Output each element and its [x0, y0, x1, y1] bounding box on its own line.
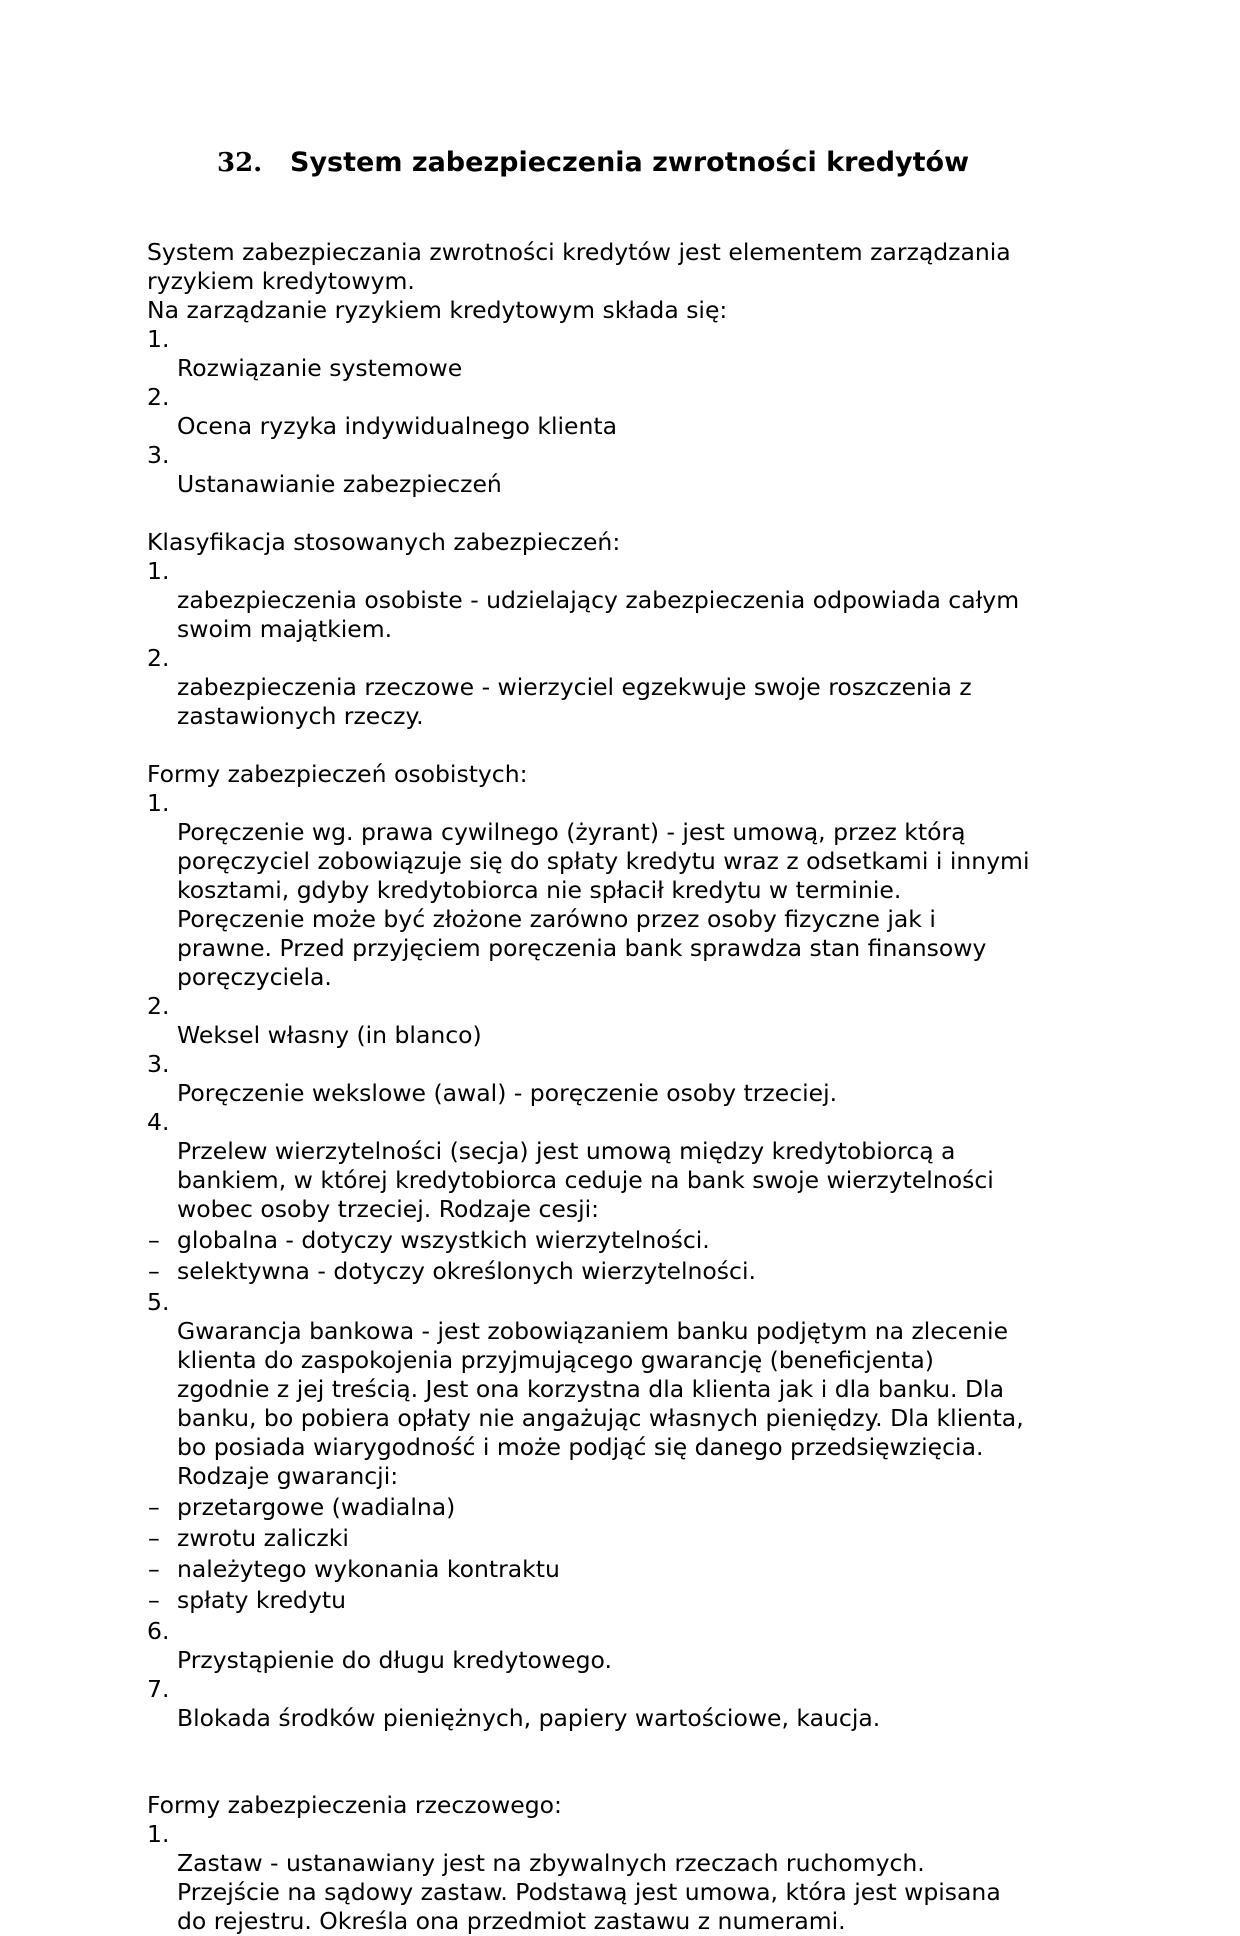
section-heading: Klasyfikacja stosowanych zabezpieczeń:	[147, 528, 621, 556]
list-item-text: Blokada środków pieniężnych, papiery wartościowe, kaucja.	[177, 1704, 881, 1732]
list-number: 6.	[147, 1617, 170, 1645]
list-number: 2.	[147, 644, 170, 672]
list-item-text: Poręczenie wg. prawa cywilnego (żyrant) - jest umową, przez którą poręczyciel zobowiązuje się do spłaty kredytu wraz z odsetkami i innymi kosztami, gdyby kredytobiorca nie spłacił kredytu w terminie. Poręczenie może być złożone zarówno przez osoby fizyczne jak i prawne. Przed przyjęciem poręczenia bank sprawdza stan finansowy poręczyciela.	[177, 818, 1030, 991]
list-number: 2.	[147, 383, 170, 411]
page-title	[217, 143, 1117, 183]
list-item	[147, 992, 1107, 1050]
dash-item	[147, 1555, 1107, 1584]
list-item	[147, 441, 1107, 499]
dash-mark: –	[148, 1226, 160, 1254]
section-heading: Formy zabezpieczenia rzeczowego:	[147, 1791, 562, 1819]
dash-item	[147, 1257, 1107, 1286]
list-item	[147, 557, 1107, 644]
list-number: 2.	[147, 992, 170, 1020]
dash-item-text: przetargowe (wadialna)	[177, 1493, 456, 1521]
list-item	[147, 789, 1107, 992]
list-item	[147, 1617, 1107, 1675]
dash-item	[147, 1524, 1107, 1553]
list-item	[147, 1108, 1107, 1224]
dash-item	[147, 1586, 1107, 1615]
dash-mark: –	[148, 1555, 160, 1583]
dash-item-text: należytego wykonania kontraktu	[177, 1555, 560, 1583]
dash-item-text: spłaty kredytu	[177, 1586, 346, 1614]
list-item-text: Ustanawianie zabezpieczeń	[177, 470, 502, 498]
list-item	[147, 1820, 1107, 1936]
list-number: 1.	[147, 325, 170, 353]
list-number: 1.	[147, 789, 170, 817]
title-number: 32.	[217, 148, 263, 178]
dash-item-text: zwrotu zaliczki	[177, 1524, 349, 1552]
list-item	[147, 383, 1107, 441]
section-heading: Formy zabezpieczeń osobistych:	[147, 760, 528, 788]
list-number: 1.	[147, 557, 170, 585]
list-item-text: zabezpieczenia rzeczowe - wierzyciel egzekwuje swoje roszczenia z zastawionych rzeczy.	[177, 673, 972, 730]
title-text: System zabezpieczenia zwrotności kredytów	[290, 147, 970, 178]
list-item-text: Poręczenie wekslowe (awal) - poręczenie osoby trzeciej.	[177, 1079, 838, 1107]
document-body	[147, 238, 1107, 1936]
list-item	[147, 1675, 1107, 1733]
list-item-text: Zastaw - ustanawiany jest na zbywalnych rzeczach ruchomych. Przejście na sądowy zastaw. Podstawą jest umowa, która jest wpisana do rejestru. Określa ona przedmiot zastawu z numerami.	[177, 1849, 1001, 1935]
list-number: 3.	[147, 441, 170, 469]
list-number: 5.	[147, 1288, 170, 1316]
list-number: 4.	[147, 1108, 170, 1136]
dash-mark: –	[148, 1524, 160, 1552]
list-item-text: Przystąpienie do długu kredytowego.	[177, 1646, 612, 1674]
dash-mark: –	[148, 1257, 160, 1285]
intro-line: ryzykiem kredytowym.	[147, 267, 415, 295]
list-item	[147, 325, 1107, 383]
dash-item-text: selektywna - dotyczy określonych wierzytelności.	[177, 1257, 756, 1285]
dash-item	[147, 1226, 1107, 1255]
list-number: 3.	[147, 1050, 170, 1078]
list-item-text: Gwarancja bankowa - jest zobowiązaniem banku podjętym na zlecenie klienta do zaspokojenia przyjmującego gwarancję (beneficjenta) zgodnie z jej treścią. Jest ona korzystna dla klienta jak i dla banku. Dla banku, bo pobiera opłaty nie angażując własnych pieniędzy. Dla klienta, bo posiada wiarygodność i może podjąć się danego przedsięwzięcia. Rodzaje gwarancji:	[177, 1317, 1024, 1490]
list-item-text: Przelew wierzytelności (secja) jest umową między kredytobiorcą a bankiem, w której kredytobiorca ceduje na bank swoje wierzytelności wobec osoby trzeciej. Rodzaje cesji:	[177, 1137, 994, 1223]
list-item	[147, 1050, 1107, 1108]
intro-line: System zabezpieczania zwrotności kredytów jest elementem zarządzania	[147, 238, 1011, 266]
dash-mark: –	[148, 1586, 160, 1614]
dash-item-text: globalna - dotyczy wszystkich wierzytelności.	[177, 1226, 710, 1254]
list-item-text: Weksel własny (in blanco)	[177, 1021, 482, 1049]
list-number: 1.	[147, 1820, 170, 1848]
dash-mark: –	[148, 1493, 160, 1521]
dash-item	[147, 1493, 1107, 1522]
list-item-text: Ocena ryzyka indywidualnego klienta	[177, 412, 618, 440]
list-item	[147, 1288, 1107, 1491]
list-item-text: Rozwiązanie systemowe	[177, 354, 463, 382]
intro-line: Na zarządzanie ryzykiem kredytowym składa się:	[147, 296, 728, 324]
list-number: 7.	[147, 1675, 170, 1703]
list-item	[147, 644, 1107, 731]
list-item-text: zabezpieczenia osobiste - udzielający zabezpieczenia odpowiada całym swoim majątkiem.	[177, 586, 1020, 643]
